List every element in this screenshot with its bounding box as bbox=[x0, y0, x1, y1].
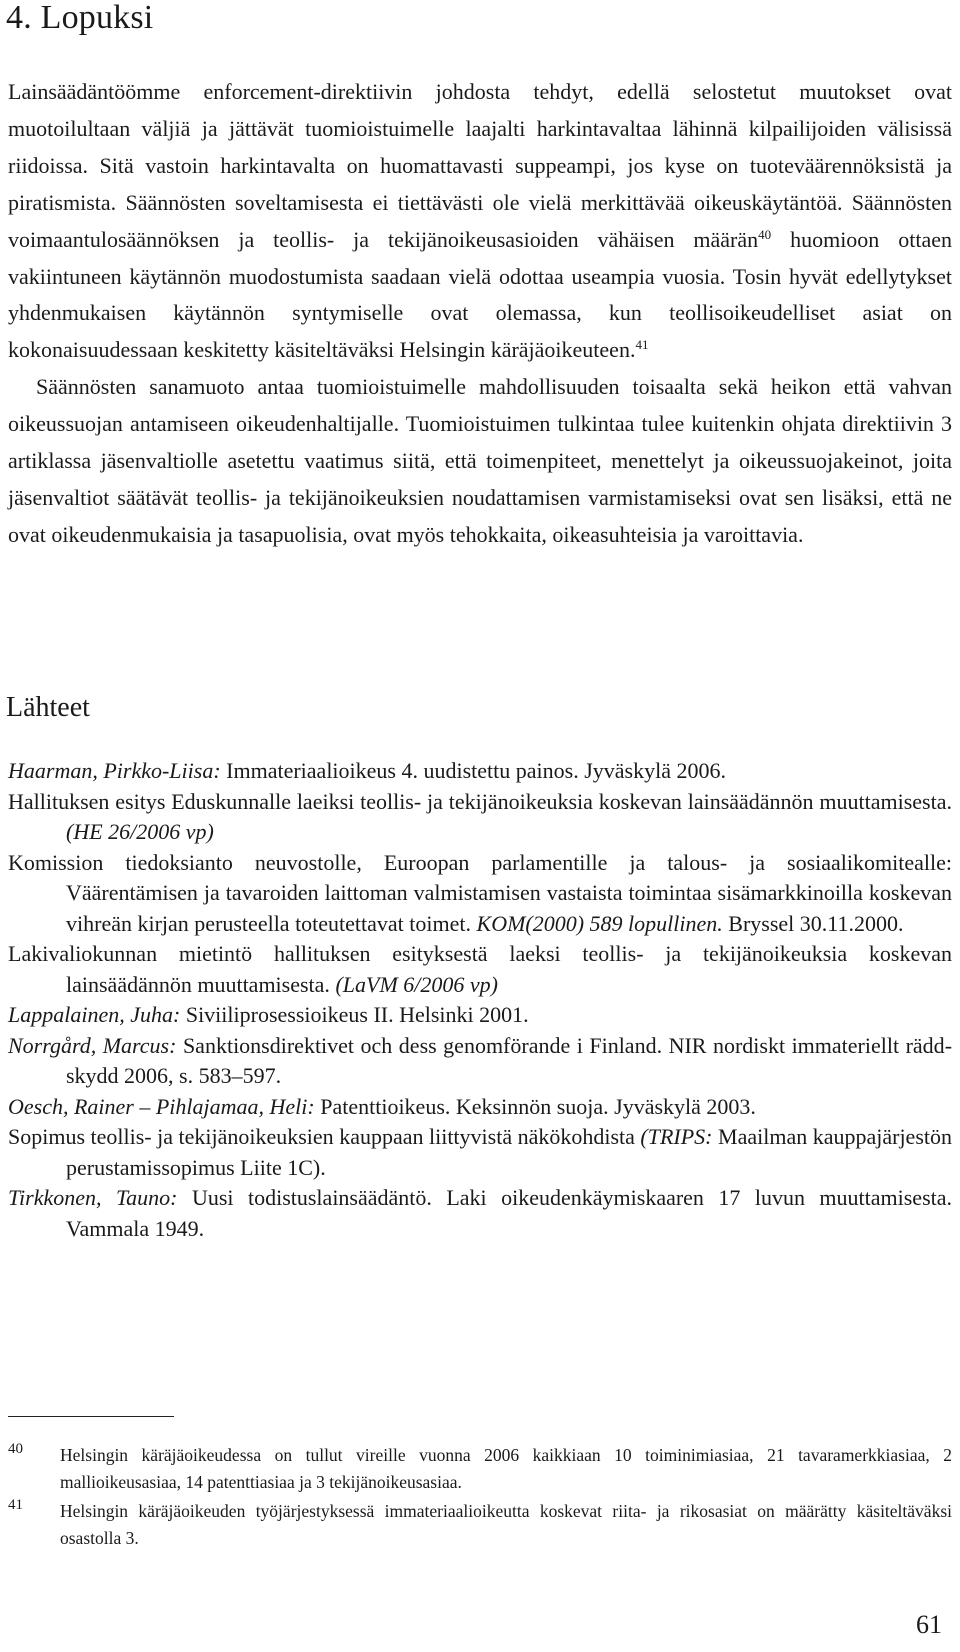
reference-item bbox=[8, 756, 952, 787]
reference-item bbox=[8, 1000, 952, 1031]
footnote-ref-40[interactable]: 40 bbox=[758, 226, 772, 242]
reference-text: Siviiliprosessioikeus II. Helsinki 2001. bbox=[180, 1002, 529, 1027]
footnote-number: 40 bbox=[8, 1441, 23, 1457]
reference-item bbox=[8, 1031, 952, 1092]
page-number: 61 bbox=[916, 1610, 942, 1639]
paragraph-2: Säännösten sanamuoto antaa tuomioistuimelle mahdollisuuden toisaalta sekä heikon että vahvan oikeussuojan antamiseen oikeudenhaltijalle. Tuomioistuimen tulkintaa tulee kuitenkin ohjata direktiivin 3 artiklassa jäsenvaltiolle asetettu vaatimus siitä, että toimenpiteet, menettelyt ja oikeussuojakeinot, joita jäsenvaltiot säätävät teollis- ja tekijänoikeuksien noudattamisen varmistamiseksi ovat sen lisäksi, että ne ovat oikeudenmukaisia ja tasapuolisia, ovat myös tehokkaita, oikeasuhteisia ja varoittavia. bbox=[8, 374, 952, 547]
reference-item bbox=[8, 787, 952, 848]
footnote-divider bbox=[8, 1416, 174, 1417]
reference-text: Uusi todistuslainsäädäntö. Laki oikeudenkäymiskaaren 17 luvun muuttamisesta. Vammala 1949. bbox=[66, 1185, 953, 1241]
reference-author: Haarman, Pirkko-Liisa: bbox=[8, 758, 221, 783]
paragraph-1-part-1: Lainsäädäntöömme enforcement-direktiivin johdosta tehdyt, edellä selostetut muutokset ovat muotoilultaan väljiä ja jättävät tuomioistuimelle laajalti harkintavaltaa lähinnä kilpailijoiden välisissä riidoissa. Sitä vastoin harkintavalta on huomattavasti suppeampi, jos kyse on tuoteväärennöksistä ja piratismista. Säännösten soveltamisesta ei tiettävästi ole vielä merkittävää oikeuskäytäntöä. Säännösten voimaantulosäännöksen ja teollis- ja tekijänoikeusasioiden vähäisen määrän bbox=[8, 79, 952, 252]
reference-text: Hallituksen esitys Eduskunnalle laeiksi teollis- ja tekijänoikeuksia koskevan lainsäädännön muuttamisesta. bbox=[8, 788, 952, 814]
paragraph-1-part-2: huomioon ottaen vakiintuneen käytännön muodostumista saadaan vielä odottaa useampia vuosia. Tosin hyvät edellytykset yhdenmukaisen käytännön syntymiselle ovat olemassa, kun teollisoikeudelliset asiat on kokonaisuudessaan keskitetty käsiteltäväksi Helsingin käräjäoikeuteen. bbox=[8, 226, 952, 363]
reference-text: Sopimus teollis- ja tekijänoikeuksien kauppaan liittyvistä näkökohdista bbox=[8, 1124, 641, 1149]
paragraph-1 bbox=[8, 74, 952, 369]
reference-text: Immateriaalioikeus 4. uudistettu painos. Jyväskylä 2006. bbox=[220, 758, 726, 783]
body-text bbox=[8, 74, 952, 554]
reference-author: Oesch, Rainer – Pihlajamaa, Heli: bbox=[8, 1093, 315, 1119]
reference-list bbox=[8, 756, 952, 1244]
reference-italic: KOM(2000) 589 lopullinen. bbox=[476, 910, 723, 936]
reference-text: Sanktionsdirektivet och dess genomförande i Finland. NIR nordiskt immateriellt räddskydd 2006, s. 583–597. bbox=[66, 1032, 953, 1088]
reference-item bbox=[8, 939, 952, 1000]
sources-heading: Lähteet bbox=[6, 692, 90, 723]
reference-tail: Maailman kauppajärjestön perustamissopimus Liite 1C). bbox=[66, 1124, 952, 1180]
section-heading: 4. Lopuksi bbox=[6, 0, 154, 36]
footnote-item bbox=[8, 1498, 952, 1552]
footnote-ref-41[interactable]: 41 bbox=[635, 337, 649, 353]
reference-author: Lappalainen, Juha: bbox=[8, 1002, 181, 1027]
reference-item bbox=[8, 1092, 952, 1123]
footnote-item bbox=[8, 1442, 952, 1496]
footnote-text: Helsingin käräjäoikeuden työjärjestyksessä immateriaalioikeutta koskevat riita- ja rikosasiat on määrätty käsiteltäväksi osastolla 3. bbox=[60, 1501, 952, 1548]
reference-item bbox=[8, 1183, 952, 1244]
footnote-number: 41 bbox=[8, 1497, 23, 1513]
reference-author: Norrgård, Marcus: bbox=[8, 1032, 177, 1058]
reference-text: Lakivaliokunnan mietintö hallituksen esityksestä laeksi teollis- ja tekijänoikeuksia koskevan lainsäädännön muuttamisesta. bbox=[8, 941, 952, 997]
reference-italic: (HE 26/2006 vp) bbox=[66, 819, 214, 844]
reference-tail: Bryssel 30.11.2000. bbox=[722, 910, 904, 936]
reference-text: Komission tiedoksianto neuvostolle, Euroopan parlamentille ja talous- ja sosiaalikomitealle: Väärentämisen ja tavaroiden laittoman valmistamisen vastaista toimintaa sisämarkkinoilla koskevan vihreän kirjan perusteella toteutettavat toimet. bbox=[8, 849, 952, 936]
footnote-text: Helsingin käräjäoikeudessa on tullut vireille vuonna 2006 kaikkiaan 10 toiminimiasiaa, 21 tavaramerkkiasiaa, 2 mallioikeusasiaa, 14 patenttiasiaa ja 3 tekijänoikeusasiaa. bbox=[60, 1445, 952, 1492]
reference-author: Tirkkonen, Tauno: bbox=[8, 1185, 178, 1210]
footnote-list bbox=[8, 1442, 952, 1554]
reference-italic: (TRIPS: bbox=[640, 1124, 713, 1149]
reference-item bbox=[8, 1122, 952, 1183]
reference-italic: (LaVM 6/2006 vp) bbox=[335, 971, 498, 997]
reference-text: Patenttioikeus. Keksinnön suoja. Jyväskylä 2003. bbox=[314, 1093, 756, 1119]
reference-item bbox=[8, 848, 952, 940]
